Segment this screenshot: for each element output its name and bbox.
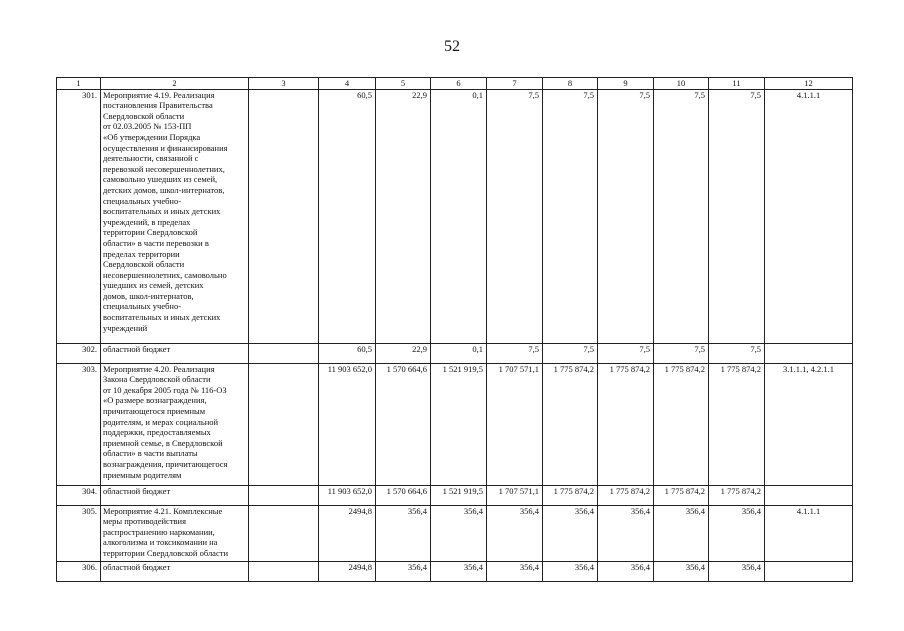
table-header-row	[57, 78, 853, 90]
column-header: 10	[654, 78, 709, 90]
column-header: 3	[249, 78, 319, 90]
page-number: 52	[444, 38, 460, 55]
row-title: Мероприятие 4.20. Реализация Закона Свердловской области от 10 декабря 2005 года № 116-ОЗ «О размере вознаграждения, причитающегося приемным родителям, и мерах социальной поддержки, предоставляемых приемной семье, в Свердловской области» в части выплаты вознаграждения, причитающегося приемным родителям	[101, 363, 249, 485]
table-row	[57, 343, 853, 363]
row-number: 303.	[57, 363, 101, 485]
row-value: 356,4	[376, 561, 431, 581]
table-row	[57, 485, 853, 505]
row-executor	[249, 505, 319, 561]
row-value: 356,4	[543, 561, 598, 581]
row-title: областной бюджет	[101, 485, 249, 505]
column-header: 2	[101, 78, 249, 90]
row-value: 7,5	[487, 89, 543, 343]
row-value: 1 707 571,1	[487, 485, 543, 505]
row-value: 1 775 874,2	[709, 363, 765, 485]
row-value: 1 521 919,5	[431, 485, 487, 505]
row-value: 0,1	[431, 89, 487, 343]
row-value: 0,1	[431, 343, 487, 363]
row-number: 305.	[57, 505, 101, 561]
row-value: 22,9	[376, 343, 431, 363]
row-value: 1 570 664,6	[376, 485, 431, 505]
row-value: 356,4	[431, 505, 487, 561]
column-header: 1	[57, 78, 101, 90]
row-value: 7,5	[543, 343, 598, 363]
row-value: 356,4	[598, 505, 654, 561]
row-value: 7,5	[709, 89, 765, 343]
column-header: 5	[376, 78, 431, 90]
row-executor	[249, 89, 319, 343]
column-header: 6	[431, 78, 487, 90]
row-executor	[249, 561, 319, 581]
row-value: 356,4	[431, 561, 487, 581]
row-value: 22,9	[376, 89, 431, 343]
row-value: 356,4	[709, 561, 765, 581]
row-executor	[249, 343, 319, 363]
row-value: 11 903 652,0	[319, 485, 376, 505]
row-target-ref	[765, 485, 853, 505]
row-value: 7,5	[487, 343, 543, 363]
row-value: 1 775 874,2	[543, 363, 598, 485]
row-number: 306.	[57, 561, 101, 581]
row-executor	[249, 485, 319, 505]
row-value: 356,4	[654, 505, 709, 561]
row-title: областной бюджет	[101, 561, 249, 581]
column-header: 7	[487, 78, 543, 90]
row-title: областной бюджет	[101, 343, 249, 363]
row-value: 356,4	[487, 561, 543, 581]
row-value: 2494,8	[319, 561, 376, 581]
row-number: 304.	[57, 485, 101, 505]
row-value: 1 775 874,2	[709, 485, 765, 505]
row-value: 60,5	[319, 89, 376, 343]
row-number: 302.	[57, 343, 101, 363]
row-target-ref: 3.1.1.1, 4.2.1.1	[765, 363, 853, 485]
row-value: 60,5	[319, 343, 376, 363]
row-target-ref	[765, 561, 853, 581]
row-value: 7,5	[598, 343, 654, 363]
row-executor	[249, 363, 319, 485]
row-value: 356,4	[654, 561, 709, 581]
row-value: 1 707 571,1	[487, 363, 543, 485]
row-value: 356,4	[709, 505, 765, 561]
row-value: 7,5	[709, 343, 765, 363]
column-header: 9	[598, 78, 654, 90]
table-row	[57, 89, 853, 343]
row-title: Мероприятие 4.19. Реализация постановления Правительства Свердловской области от 02.03.2005 № 153-ПП «Об утверждении Порядка осуществления и финансирования деятельности, связанной с перевозкой несовершеннолетних, самовольно ушедших из семей, детских домов, школ-интернатов, специальных учебно- воспитательных и иных детских учреждений, в пределах территории Свердловской области» в части перевозки в пределах территории Свердловской области несовершеннолетних, самовольно ушедших из семей, детских домов, школ-интернатов, специальных учебно- воспитательных и иных детских учреждений	[101, 89, 249, 343]
row-value: 1 775 874,2	[654, 485, 709, 505]
column-header: 12	[765, 78, 853, 90]
row-value: 7,5	[598, 89, 654, 343]
row-number: 301.	[57, 89, 101, 343]
row-value: 7,5	[654, 89, 709, 343]
budget-table	[56, 77, 853, 582]
table-row	[57, 505, 853, 561]
row-target-ref: 4.1.1.1	[765, 505, 853, 561]
row-value: 1 775 874,2	[598, 485, 654, 505]
row-value: 1 775 874,2	[654, 363, 709, 485]
row-value: 1 775 874,2	[543, 485, 598, 505]
row-value: 11 903 652,0	[319, 363, 376, 485]
column-header: 11	[709, 78, 765, 90]
row-value: 7,5	[543, 89, 598, 343]
row-value: 1 775 874,2	[598, 363, 654, 485]
table-row	[57, 363, 853, 485]
row-title: Мероприятие 4.21. Комплексные меры противодействия распространению наркомании, алкоголизма и токсикомании на территории Свердловской области	[101, 505, 249, 561]
row-value: 356,4	[598, 561, 654, 581]
row-value: 356,4	[376, 505, 431, 561]
row-target-ref	[765, 343, 853, 363]
row-target-ref: 4.1.1.1	[765, 89, 853, 343]
row-value: 356,4	[543, 505, 598, 561]
row-value: 2494,8	[319, 505, 376, 561]
column-header: 8	[543, 78, 598, 90]
row-value: 1 570 664,6	[376, 363, 431, 485]
row-value: 356,4	[487, 505, 543, 561]
column-header: 4	[319, 78, 376, 90]
table-row	[57, 561, 853, 581]
row-value: 1 521 919,5	[431, 363, 487, 485]
row-value: 7,5	[654, 343, 709, 363]
